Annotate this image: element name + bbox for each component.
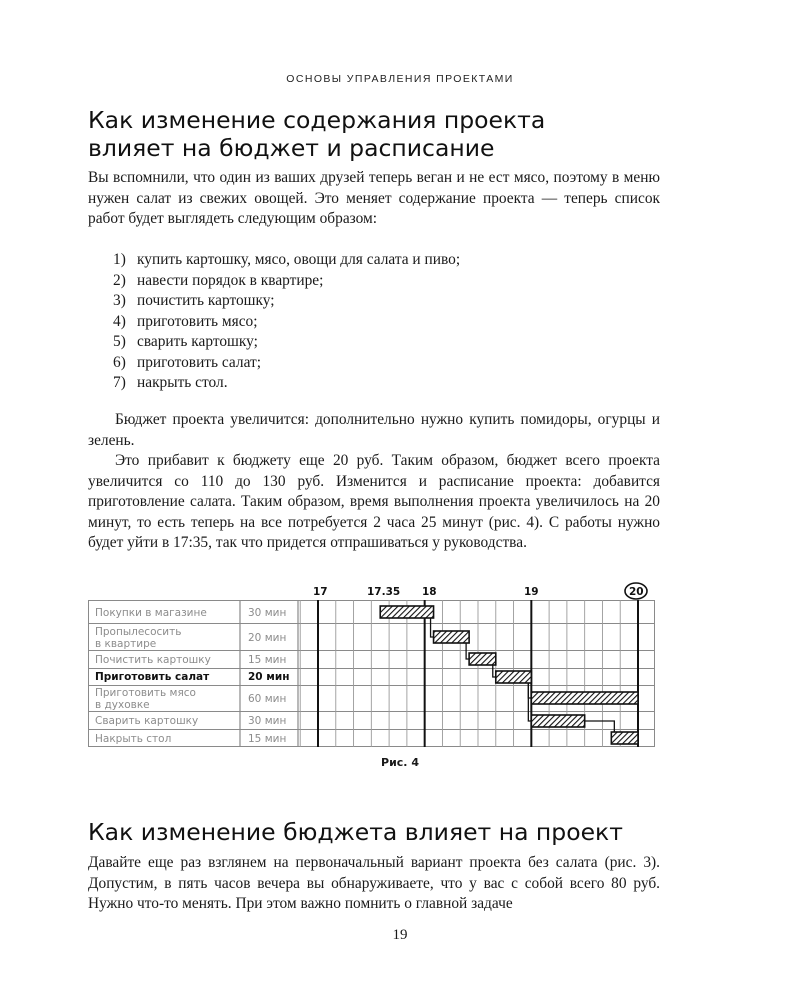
task-name: Почистить картошку: [95, 654, 211, 666]
section-heading-2: Как изменение бюджета влияет на проект: [88, 818, 623, 846]
figure-caption: Рис. 4: [381, 756, 419, 769]
list-item: [113, 373, 673, 394]
task-name: Накрыть стол: [95, 733, 172, 745]
task-list: [113, 250, 673, 394]
list-item: [113, 291, 673, 312]
gantt-bar: [380, 606, 433, 618]
task-name-highlighted: Приготовить салат: [95, 671, 210, 683]
time-label: 17: [313, 586, 328, 598]
gantt-bars: [380, 606, 638, 744]
task-duration: 60 мин: [248, 693, 287, 705]
list-item: [113, 312, 673, 333]
schedule-paragraph: Это прибавит к бюджету еще 20 руб. Таким образом, бюджет всего проекта увеличится со 110 до 130 руб. Изменится и расписание проекта: добавится приготовление салата. Таким образом, время выполнения проекта увеличилось на 20 минут, то есть теперь на все потребуется 2 часа 25 минут (рис. 4). С работы нужно будет уйти в 17:35, так что придется отпрашиваться у руководства.: [88, 452, 660, 551]
list-item-number: 1): [113, 251, 126, 268]
gantt-figure: [86, 578, 666, 758]
gantt-chart: [86, 578, 666, 758]
list-item-number: 5): [113, 333, 126, 350]
intro-paragraph: Вы вспомнили, что один из ваших друзей теперь веган и не ест мясо, поэтому в меню нужен салат из свежих овощей. Это меняет содержание проекта — теперь список работ будет выглядеть следующим образом:: [88, 169, 660, 227]
list-item-text: приготовить салат;: [137, 353, 262, 371]
section-heading-1-line2: влияет на бюджет и расписание: [88, 134, 495, 162]
section-heading-1-line1: Как изменение содержания проекта: [88, 106, 546, 134]
section-heading-1: [88, 106, 728, 162]
dependency-arrow: [585, 721, 615, 732]
list-item-text: почистить картошку;: [137, 292, 275, 309]
list-item: [113, 250, 673, 271]
gantt-bar: [611, 732, 638, 744]
list-item-text: сварить картошку;: [137, 333, 258, 350]
task-name: Приготовить мясо: [95, 687, 196, 699]
task-duration: 30 мин: [248, 715, 287, 727]
task-names: [95, 607, 211, 745]
time-label: 18: [422, 586, 437, 598]
gantt-bar: [531, 715, 584, 727]
task-name: Покупки в магазине: [95, 607, 207, 619]
task-name: Пропылесосить: [95, 626, 182, 638]
list-item-text: накрыть стол.: [137, 374, 228, 391]
task-duration: 15 мин: [248, 654, 287, 666]
time-label: 19: [524, 586, 539, 598]
list-item-number: 4): [113, 312, 126, 330]
list-item-number: 2): [113, 271, 126, 289]
task-duration: 15 мин: [248, 733, 287, 745]
task-duration: 20 мин: [248, 632, 287, 644]
task-durations: [248, 607, 289, 745]
list-item-number: 7): [113, 374, 126, 391]
list-item: [113, 271, 673, 292]
list-item-number: 6): [113, 353, 126, 371]
task-name: Сварить картошку: [95, 715, 199, 727]
task-duration: 30 мин: [248, 607, 287, 619]
page-number: 19: [392, 927, 408, 943]
gantt-bar: [469, 653, 496, 665]
task-name: в духовке: [95, 699, 150, 711]
list-item-text: навести порядок в квартире;: [137, 271, 324, 289]
list-item: [113, 353, 673, 374]
time-axis: [313, 583, 647, 599]
list-item-text: приготовить мясо;: [137, 312, 258, 330]
list-item: [113, 332, 673, 353]
running-head: ОСНОВЫ УПРАВЛЕНИЯ ПРОЕКТАМИ: [286, 73, 514, 85]
budget-change-paragraph: Давайте еще раз взглянем на первоначальный вариант проекта без салата (рис. 3). Допустим, в пять часов вечера вы обнаруживаете, что у вас с собой всего 80 руб. Нужно что-то менять. При этом важно помнить о главной задаче: [88, 854, 660, 912]
gantt-bar: [434, 631, 470, 643]
time-label: 17.35: [367, 586, 401, 598]
gantt-bar: [531, 692, 638, 704]
task-name: в квартире: [95, 638, 157, 650]
time-label: 20: [629, 586, 644, 598]
task-duration-highlighted: 20 мин: [248, 671, 290, 683]
budget-paragraph: Бюджет проекта увеличится: дополнительно нужно купить помидоры, огурцы и зелень.: [88, 411, 660, 449]
gantt-bar: [496, 671, 532, 683]
list-item-number: 3): [113, 292, 126, 309]
time-grid: [300, 600, 638, 747]
list-item-text: купить картошку, мясо, овощи для салата и пиво;: [137, 251, 461, 268]
